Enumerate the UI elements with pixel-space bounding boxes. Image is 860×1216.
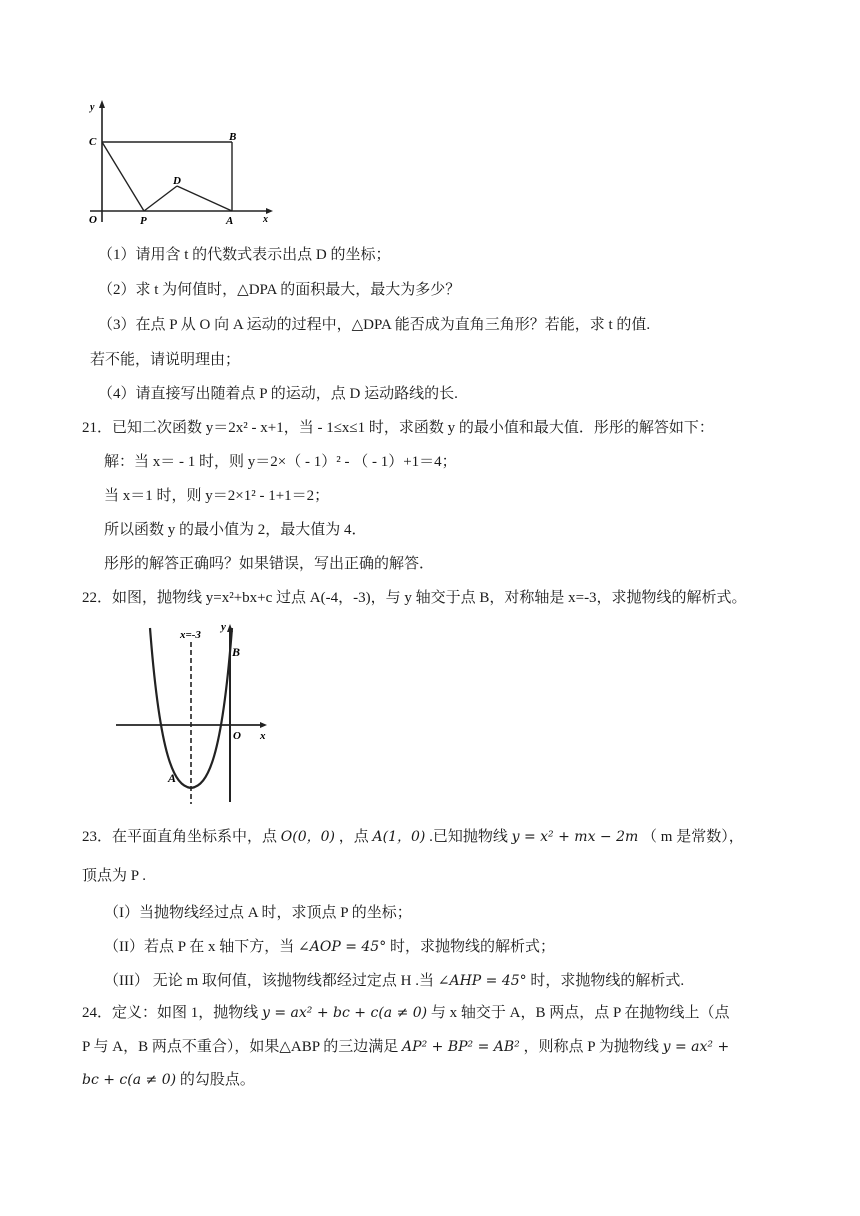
q23-text: （III） 无论 m 取何值，该抛物线都经过定点 H .当 [104,973,438,989]
label-b: B [229,131,237,143]
q23-text: .已知抛物线 [425,829,512,845]
q23-part3 [104,971,684,991]
y-axis-arrow [99,100,105,108]
segment-da [177,186,232,211]
label-y: y [90,102,95,113]
q24-parabola-eq-cont: bc + c(a ≠ 0) [82,1072,177,1088]
q21-step3: 所以函数 y 的最小值为 2，最大值为 4． [104,522,367,538]
q23-text: 23．在平面直角坐标系中，点 [82,829,281,845]
q23-text: （ m 是常数）， [638,829,744,845]
label-p: P [140,215,147,227]
q24-pythag-eq: AP² + BP² = AB² [402,1039,520,1055]
q24-text: P 与 A，B 两点不重合），如果△ABP 的三边满足 [82,1039,403,1055]
q23-line1 [82,827,744,847]
x-axis-arrow [260,722,267,728]
q23-point-a: A(1，0) [372,829,426,845]
q23-angle-aop: ∠AOP = 45° [298,939,387,955]
figure-rectangle-diagram [80,98,280,228]
label-a: A [168,771,177,785]
q24-parabola-eq: y = ax² + bc + c(a ≠ 0) [262,1005,428,1021]
label-o: O [233,730,241,742]
q23-text: ，点 [334,829,373,845]
label-d: D [173,175,181,187]
q21-step2: 当 x＝1 时，则 y＝2×1² - 1+1＝2； [104,488,330,504]
q23-point-o: O(0，0) [280,829,335,845]
q21-stem: 21．已知二次函数 y＝2x² - x+1，当 - 1≤x≤1 时，求函数 y 的最小值和最大值．彤彤的解答如下： [82,420,714,436]
label-y: y [221,621,226,633]
q20-part1: （1）请用含 t 的代数式表示出点 D 的坐标； [98,247,391,263]
q23-text: 时，求抛物线的解析式； [386,939,555,955]
label-o: O [89,214,97,226]
label-axis-eq: x=-3 [180,629,201,641]
q21-step1: 解：当 x＝ - 1 时，则 y＝2×（ - 1）² - （ - 1）+1＝4； [104,454,457,470]
q20-part2: （2）求 t 为何值时，△DPA 的面积最大，最大为多少？ [98,282,461,298]
segment-cp [102,142,144,211]
q24-parabola-eq-part: y = ax² + [662,1039,730,1055]
q24-line3 [82,1070,255,1090]
q24-text: ，则称点 P 为抛物线 [519,1039,663,1055]
q22-stem: 22．如图，抛物线 y=x²+bx+c 过点 A(-4，-3)，与 y 轴交于点 B，对称轴是 x=-3，求抛物线的解析式。 [82,590,747,606]
q24-line2 [82,1037,729,1057]
q20-part3-cont: 若不能，请说明理由； [90,352,241,368]
q24-text: 的勾股点。 [176,1072,255,1088]
q23-part2 [104,937,555,957]
q23-text: （II）若点 P 在 x 轴下方，当 [104,939,299,955]
q24-line1 [82,1003,730,1023]
q23-text: 时，求抛物线的解析式. [526,973,685,989]
q23-part1: （I）当抛物线经过点 A 时，求顶点 P 的坐标； [104,905,412,921]
q24-text: 24．定义：如图 1，抛物线 [82,1005,263,1021]
label-b: B [232,645,241,659]
label-x: x [263,214,268,225]
label-x: x [260,730,266,742]
q23-line2: 顶点为 P . [82,868,147,884]
q23-angle-ahp: ∠AHP = 45° [437,973,527,989]
label-c: C [89,136,97,148]
q20-part3: （3）在点 P 从 O 向 A 运动的过程中，△DPA 能否成为直角三角形？若能，求 t 的值. [98,317,651,333]
q21-step4: 彤彤的解答正确吗？如果错误，写出正确的解答． [104,556,435,572]
q20-part4: （4）请直接写出随着点 P 的运动，点 D 运动路线的长. [98,386,458,402]
q24-text: 与 x 轴交于 A，B 两点，点 P 在抛物线上（点 [427,1005,730,1021]
q23-parabola-eq: y = x² + mx − 2m [511,829,639,845]
figure-parabola-diagram [112,618,282,808]
label-a: A [226,215,234,227]
segment-pd [144,186,177,211]
